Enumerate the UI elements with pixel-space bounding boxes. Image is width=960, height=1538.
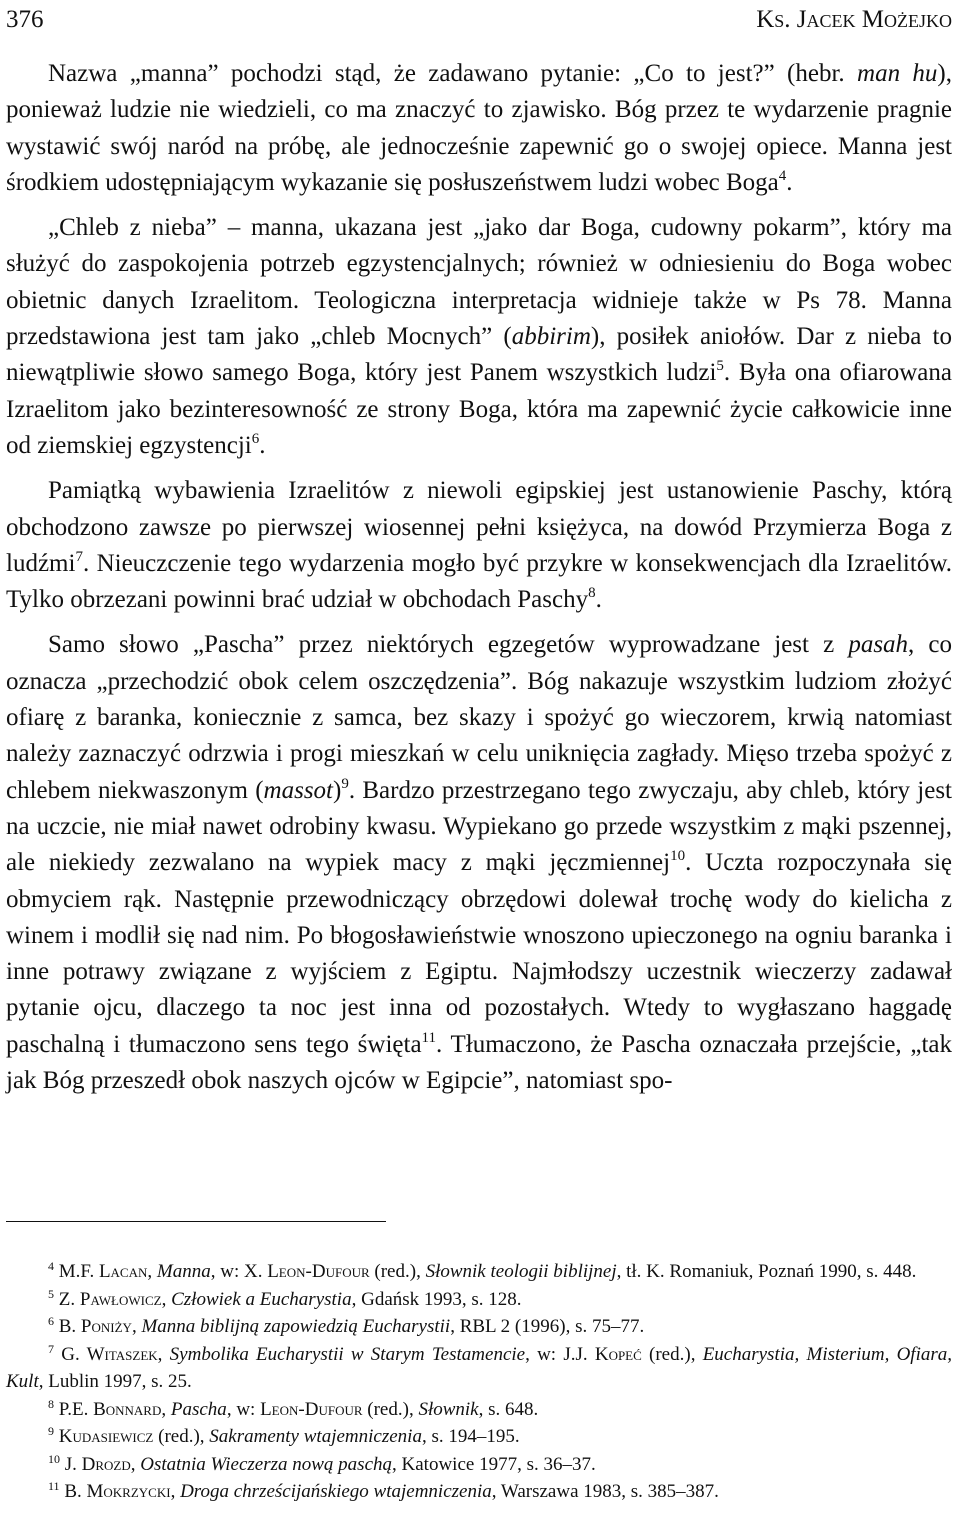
italic-term: abbirim xyxy=(511,323,591,351)
text-run: (red.), xyxy=(369,1261,426,1282)
footnote-number: 9 xyxy=(48,1424,54,1438)
author-sc: ufour xyxy=(318,1398,363,1420)
footnote-8 xyxy=(6,1396,952,1424)
page-header xyxy=(6,4,952,44)
text-run: , Katowice 1977, s. 36–37. xyxy=(392,1453,596,1475)
text-run: , Lublin 1997, s. 25. xyxy=(38,1371,192,1392)
work-title: Eucharystia, Misterium, Ofiara, Kult xyxy=(6,1343,953,1392)
author-sc: okrzycki xyxy=(103,1481,171,1502)
text-run: . xyxy=(595,586,602,614)
text-run: , co oznacza „przechodzić obok celem oszczędzenia”. Bóg nakazuje wszystkim ludziom złożyć ofiarę z baranka, koniecznie z samca, bez skazy i spożyć go wieczorem, krwią natomiast należy zaznaczyć odrzwia i progi mieszkań w celu uniknięcia zagłady. Mięso trzeba spożyć z chlebem niekwaszonym ( xyxy=(6,631,953,804)
author-given-sc: acek xyxy=(806,6,856,33)
text-run: . xyxy=(259,431,266,459)
author-prefix: K xyxy=(756,6,775,33)
italic-term: massot xyxy=(263,776,334,804)
footnote-number: 4 xyxy=(48,1259,54,1273)
text-run: , xyxy=(147,1261,157,1282)
text-run: B. M xyxy=(59,1481,104,1502)
work-title: Manna xyxy=(156,1261,211,1282)
author-prefix-sc: s. xyxy=(774,6,791,33)
text-run: , xyxy=(130,1453,141,1475)
footnote-ref[interactable]: 10 xyxy=(670,848,686,865)
author-sc: acan xyxy=(110,1261,148,1282)
text-run: , xyxy=(161,1398,171,1420)
paragraph-1 xyxy=(6,56,952,201)
text-run: , s. 648. xyxy=(478,1398,539,1420)
text-run: , s. 194–195. xyxy=(421,1426,520,1447)
author-sc: eon xyxy=(278,1261,306,1282)
author-sc: eon xyxy=(271,1398,299,1420)
text-run: M.F. L xyxy=(54,1261,111,1282)
text-run: (red.), xyxy=(362,1398,419,1420)
text-run: , xyxy=(161,1288,172,1310)
text-run: , w: L xyxy=(226,1398,272,1420)
text-run: ), ponieważ ludzie nie wiedzieli, co ma znaczyć to zjawisko. Bóg przez te wydarzenie pragnie wystawić swój naród na próbę, ale jednocześnie zapewnić go o swojej opiece. Manna jest środkiem udostępniającym wykazanie się posłuszeństwem ludzi wobec Boga xyxy=(6,60,952,196)
work-title: Manna biblijną zapowiedzią Eucharystii xyxy=(141,1316,451,1337)
work-title: Słownik teologii biblijnej xyxy=(425,1261,617,1282)
footnote-number: 8 xyxy=(48,1396,54,1411)
body-text xyxy=(6,56,952,1108)
footnote-number: 10 xyxy=(48,1451,60,1466)
text-run: , Warszawa 1983, s. 385–387. xyxy=(491,1481,719,1502)
italic-term: pasah xyxy=(848,631,909,659)
author-given-initial: J xyxy=(796,6,807,33)
text-run: , RBL 2 (1996), s. 75–77. xyxy=(450,1316,645,1337)
work-title: Słownik xyxy=(418,1398,479,1420)
text-run: J. D xyxy=(60,1453,96,1475)
text-run: . Nieuczczenie tego wydarzenia mogło być przykre w konsekwencjach dla Izraelitów. Tylko obrzezani powinni brać udział w obchodach Paschy xyxy=(6,549,952,614)
paragraph-4 xyxy=(6,627,952,1099)
footnote-number: 5 xyxy=(48,1286,54,1301)
author-sc: itaszek xyxy=(104,1343,158,1365)
text-run: -D xyxy=(298,1398,319,1420)
text-run: . xyxy=(786,168,793,196)
work-title: Człowiek a Eucharystia xyxy=(171,1288,352,1310)
footnote-ref[interactable]: 11 xyxy=(421,1029,436,1046)
footnote-5 xyxy=(6,1286,952,1314)
footnote-6 xyxy=(6,1313,952,1341)
text-run: ), posiłek aniołów. Dar z nieba to niewątpliwie słowo samego Boga, który jest Panem wszystkich ludzi xyxy=(6,323,952,387)
text-run: Pamiątką wybawienia Izraelitów z niewoli egipskiej jest ustanowienie Paschy, którą obchodzono zawsze po pierwszej wiosennej pełni księżyca, na dowód Przymierza Boga z ludźmi xyxy=(6,477,952,577)
text-run: P.E. B xyxy=(54,1398,106,1420)
footnote-number: 11 xyxy=(48,1479,60,1493)
paragraph-2 xyxy=(6,210,952,464)
footnote-ref[interactable]: 8 xyxy=(588,585,596,602)
work-title: Droga chrześcijańskiego wtajemniczenia xyxy=(180,1481,492,1502)
author-sc: onnard xyxy=(105,1398,162,1420)
work-title: Symbolika Eucharystii w Starym Testamencie xyxy=(169,1343,526,1365)
footnote-separator xyxy=(6,1221,386,1222)
author-sc: udasiewicz xyxy=(72,1426,154,1447)
text-run: K xyxy=(54,1426,73,1447)
author-sc: ufour xyxy=(325,1261,370,1282)
footnote-ref[interactable]: 6 xyxy=(251,430,260,447)
work-title: Sakramenty wtajemniczenia xyxy=(209,1426,422,1447)
text-run: Samo słowo „Pascha” przez niektórych egzegetów wyprowadzane jest z xyxy=(48,631,849,659)
text-run: , Gdańsk 1993, s. 128. xyxy=(351,1288,522,1310)
text-run: (red.), xyxy=(153,1426,210,1447)
author-family-initial: M xyxy=(861,6,884,33)
text-run: Nazwa „manna” pochodzi stąd, że zadawano pytanie: „Co to jest?” (hebr. xyxy=(48,60,858,87)
text-run: , w: X. L xyxy=(210,1261,279,1282)
footnote-9 xyxy=(6,1423,952,1451)
author-sc: rozd xyxy=(95,1453,131,1475)
page-number: 376 xyxy=(6,6,44,33)
text-run: , xyxy=(157,1343,170,1365)
text-run: -D xyxy=(305,1261,326,1282)
text-run: , w: J.J. K xyxy=(525,1343,609,1365)
text-run: (red.), xyxy=(641,1343,703,1365)
author-sc: awłowicz xyxy=(90,1288,162,1310)
author-sc: opeć xyxy=(608,1343,642,1365)
footnotes xyxy=(6,1258,952,1506)
text-run: G. W xyxy=(54,1343,105,1365)
footnote-ref[interactable]: 4 xyxy=(778,167,787,184)
paragraph-3 xyxy=(6,473,952,618)
footnote-ref[interactable]: 7 xyxy=(75,548,83,565)
text-run: . Uczta rozpoczynała się obmyciem rąk. Następnie przewodniczący obrzędowi dolewał trochę wody do kielicha z winem i modlił się nad nim. Po błogosławieństwie wnoszono upieczonego na ogniu baranka i inne potrawy związane z wyjściem z Egiptu. Najmłodszy uczestnik wieczerzy zadawał pytanie ojcu, dlaczego ta noc jest inna od pozostałych. Wtedy to wygłaszano haggadę paschalną i tłumaczono sens tego święta xyxy=(6,849,953,1058)
work-title: Pascha xyxy=(170,1398,227,1420)
running-head-author xyxy=(756,4,952,36)
text-run: . Tłumaczono, że Pascha oznaczała przejście, „tak jak Bóg przeszedł obok naszych ojców w Egipcie”, natomiast spo- xyxy=(6,1030,952,1095)
text-run: , xyxy=(170,1481,181,1502)
footnote-11 xyxy=(6,1478,952,1506)
footnote-number: 6 xyxy=(48,1314,54,1328)
text-run: . Była ona ofiarowana Izraelitom jako bezinteresowność ze strony Boga, która ma zapewnić życie całkowicie inne od ziemskiej egzystencji xyxy=(6,359,952,459)
text-run: . Bardzo przestrzegano tego zwyczaju, aby chleb, który jest na uczcie, nie miał nawet odrobiny kwasu. Wypiekano go przede wszystkim z mąki pszennej, ale niekiedy zezwalano na wypiek macy z mąki jęczmiennej xyxy=(6,776,953,877)
text-run: B. P xyxy=(54,1316,92,1337)
footnote-4 xyxy=(6,1258,952,1286)
text-run: , tł. K. Romaniuk, Poznań 1990, s. 448. xyxy=(616,1261,917,1282)
italic-term: man hu xyxy=(857,60,938,87)
footnote-7 xyxy=(6,1341,952,1396)
footnote-ref[interactable]: 9 xyxy=(341,775,349,792)
footnote-number: 7 xyxy=(48,1341,54,1356)
author-sc: oniży xyxy=(91,1316,132,1337)
text-run: „Chleb z nieba” – manna, ukazana jest „jako dar Boga, cudowny pokarm”, który ma służyć do zaspokojenia potrzeb egzystencjalnych; również w odniesieniu do Boga wobec obietnic danych Izraelitom. Teologiczna interpretacja widnieje także w Ps 78. Manna przedstawiona jest tam jako „chleb Mocnych” ( xyxy=(6,214,952,351)
footnote-ref[interactable]: 5 xyxy=(716,358,724,375)
footnote-10 xyxy=(6,1451,952,1479)
text-run: Z. P xyxy=(54,1288,91,1310)
text-run: ) xyxy=(333,776,342,804)
author-family-sc: ożejko xyxy=(884,6,952,33)
work-title: Ostatnia Wieczerza nową paschą xyxy=(140,1453,393,1475)
text-run: , xyxy=(131,1316,142,1337)
